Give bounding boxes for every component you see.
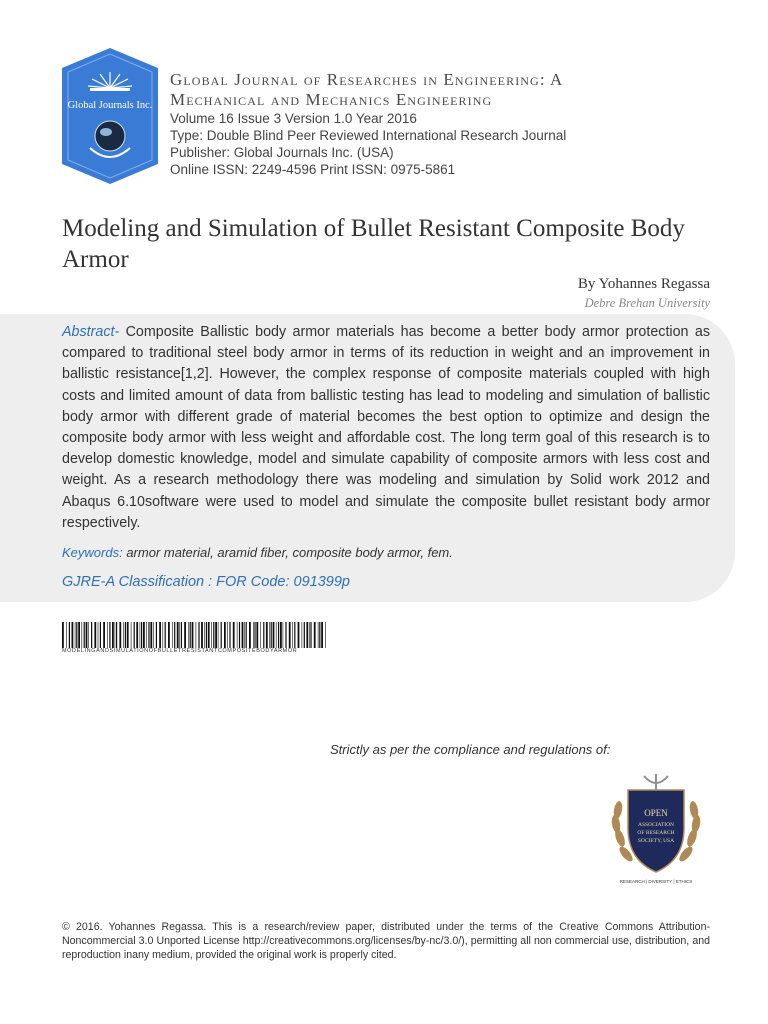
barcode-bar [206,622,207,648]
paper-title: Modeling and Simulation of Bullet Resistant Composite Body Armor [62,215,685,273]
barcode-bar [82,622,83,648]
compliance-note: Strictly as per the compliance and regulations of: [330,742,611,757]
barcode-bar [224,622,226,648]
barcode-text: MODELINGANDSIMULATIONOFBULLETRESISTANTCOMPOSITEBODYARMOR [62,648,298,654]
barcode-bar [229,622,230,648]
barcode-bar [213,622,214,648]
barcode-bar [201,622,203,648]
barcode-bar [125,622,126,648]
barcode-bar [310,622,311,648]
barcode-bar [242,622,244,648]
barcode-bar [127,622,129,648]
barcode-bar [119,622,121,648]
barcode-bar [148,622,149,648]
barcode-bar [112,622,114,648]
barcode-bar [263,622,264,648]
barcode-bar [136,622,138,648]
barcode-bar [103,622,105,648]
barcode-bar [134,622,135,648]
author-affiliation: Debre Brehan University [584,296,710,310]
barcode-bar [211,622,212,648]
license-text: © 2016. Yohannes Regassa. This is a research/review paper, distributed under the terms of the Creative Commons Attribution-Noncommercial 3.0 Unported License http://creativecommons.org/licenses/by-nc/3.0/), permitting all non commercial use, distribution, and reproduction inany medium, provided the original work is properly cited. [62,921,710,961]
barcode-bar [306,622,308,648]
barcode-bar [215,622,217,648]
barcode-bar [86,622,88,648]
barcode-bar [84,622,85,648]
keywords [62,545,710,560]
issn: Online ISSN: 2249-4596 Print ISSN: 0975-5861 [170,162,456,177]
journal-type: Type: Double Blind Peer Reviewed International Research Journal [170,128,567,143]
emblem-tagline: RESEARCH | DIVERSITY | ETHICS [619,879,693,884]
barcode-bar [172,622,173,648]
barcode-bar [237,622,238,648]
barcode-bar [239,622,240,648]
barcode-bar [69,622,70,648]
barcode-bar [76,622,77,648]
barcode-bar [190,622,191,648]
barcode-bar [325,622,326,648]
barcode-bar [271,622,272,648]
barcode-bar [227,622,228,648]
barcode-bar [254,622,255,648]
barcode-bar [304,622,305,648]
barcode-bar [72,622,74,648]
journal-name-line2: Mechanical and Mechanics Engineering [170,90,493,109]
svg-text:SOCIETY, USA: SOCIETY, USA [637,838,675,844]
barcode-bar [253,622,254,648]
svg-text:ASSOCIATION: ASSOCIATION [637,822,675,828]
barcode-bar [184,622,186,648]
abstract [62,322,710,534]
classification: GJRE-A Classification : FOR Code: 091399p [62,574,350,590]
barcode-bar [116,622,117,648]
barcode-bar [198,622,199,648]
barcode-bar [94,622,96,648]
barcode-bar [174,622,175,648]
barcode-bar [318,622,319,648]
svg-text:OPEN: OPEN [644,808,668,818]
barcode-bar [123,622,124,648]
barcode-bar [233,622,235,648]
barcode-bar [150,622,152,648]
abstract-label: Abstract- [62,324,120,340]
barcode-bar [244,622,245,648]
barcode-bar [309,622,310,648]
barcode-bar [177,622,179,648]
barcode-bar [143,622,145,648]
barcode-bar [91,622,92,648]
barcode-bar [75,622,76,648]
barcode-bar [165,622,166,648]
barcode-bar [260,622,261,648]
barcode-bar [141,622,142,648]
barcode-bar [256,622,258,648]
barcode-bar [159,622,161,648]
barcode-bar [269,622,270,648]
barcode-bar [218,622,219,648]
barcode-bar [246,622,247,648]
barcode-bar [146,622,147,648]
oars-emblem [606,768,706,888]
journal-name-line1: Global Journal of Researches in Engineering: A [170,70,564,89]
barcode-bar [168,622,170,648]
barcode-bar [280,622,282,648]
barcode-bar [131,622,132,648]
barcode-bar [294,622,295,648]
barcode-bar [289,622,291,648]
barcode-bar [163,622,164,648]
barcode-bar [314,622,316,648]
barcode-bar [285,622,286,648]
svg-text:OF RESEARCH: OF RESEARCH [637,830,675,836]
barcode-bar [100,622,101,648]
barcode-bar [276,622,277,648]
barcode-bar [192,622,194,648]
barcode-bar [188,622,189,648]
keywords-values: armor material, aramid fiber, composite body armor, fem. [122,545,453,560]
barcode-bar [153,622,154,648]
barcode-bar [66,622,67,648]
journal-header [170,70,730,178]
barcode-bar [98,622,99,648]
keywords-label: Keywords: [62,545,123,560]
barcode-bar [319,622,320,648]
barcode-bar [62,622,64,648]
barcode-bar [78,622,80,648]
barcode-bar [140,622,141,648]
barcode-bar [302,622,303,648]
paper-author: By Yohannes Regassa [577,276,710,292]
barcode-bar [115,622,116,648]
barcode-bar [266,622,268,648]
barcode-bar [107,622,108,648]
barcode-bar [109,622,110,648]
abstract-text: Composite Ballistic body armor materials has become a better body armor protection as compared to traditional steel body armor in terms of its reduction in weight and an improvement in ballistic resistance[1,2]. However, the complex response of composite materials coupled with high costs and limited amount of data from ballistic testing has lead to modeling and simulation of ballistic body armor with different grade of material becomes the best option to optimize and design the composite body armor with less weight and affordable cost. The long term goal of this research is to develop domestic knowledge, model and simulate capability of composite armors with less cost and weight. As a research methodology there was modeling and simulation by Solid work 2012 and Abaqus 6.10software were used to model and simulate the composite bullet resistant body armor respectively. [62,324,710,531]
publisher: Publisher: Global Journals Inc. (USA) [170,145,394,160]
barcode [62,622,330,648]
barcode-bar [181,622,182,648]
barcode-bar [283,622,284,648]
global-journals-logo [62,48,158,184]
barcode-bar [273,622,275,648]
barcode-bar [156,622,157,648]
barcode-bar [204,622,205,648]
barcode-bar [321,622,323,648]
barcode-bar [196,622,197,648]
barcode-bar [88,622,89,648]
barcode-bar [179,622,180,648]
barcode-bar [278,622,279,648]
barcode-bar [292,622,293,648]
volume-info: Volume 16 Issue 3 Version 1.0 Year 2016 [170,111,417,126]
logo-text: Global Journals Inc. [67,100,153,111]
barcode-bar [221,622,222,648]
barcode-bar [249,622,251,648]
barcode-bar [298,622,300,648]
barcode-bar [208,622,210,648]
